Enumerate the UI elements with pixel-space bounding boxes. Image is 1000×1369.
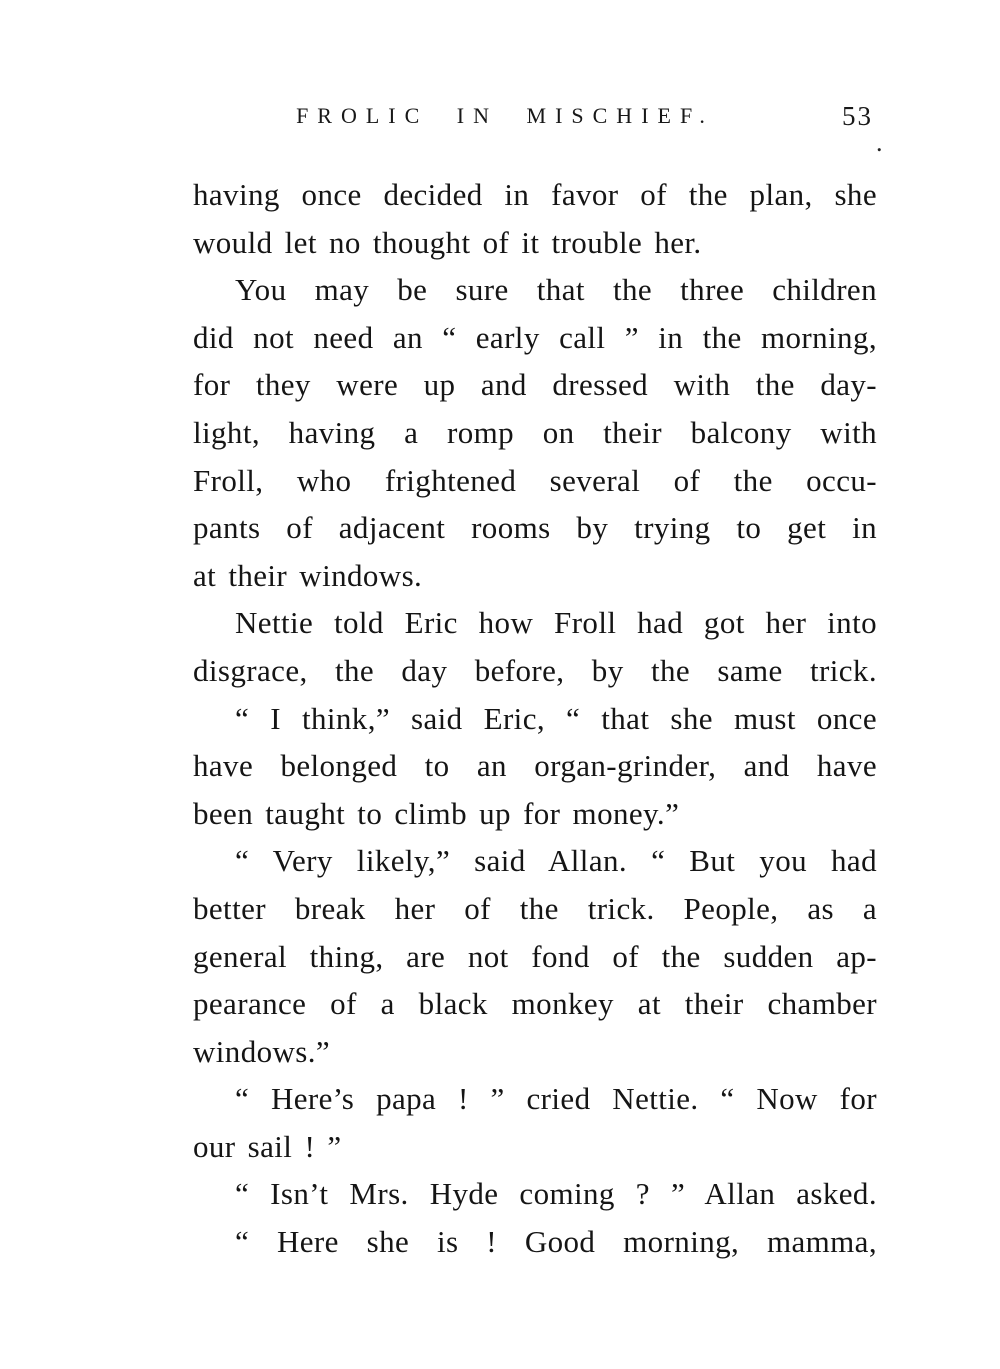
text-line: been taught to climb up for money.” bbox=[193, 795, 680, 831]
stray-ink-mark: . bbox=[876, 128, 883, 157]
text-line: having once decided in favor of the plan, she bbox=[193, 177, 877, 212]
text-line: for they were up and dressed with the day- bbox=[193, 367, 877, 403]
text-line: disgrace, the day before, by the same trick. bbox=[193, 652, 877, 688]
text-line: “ Here she is ! Good morning, mamma, bbox=[235, 1224, 877, 1260]
text-line: at their windows. bbox=[193, 557, 423, 593]
text-line: “ Isn’t Mrs. Hyde coming ? ” Allan asked. bbox=[235, 1176, 877, 1212]
text-line: our sail ! ” bbox=[193, 1128, 342, 1164]
text-line: You may be sure that the three children bbox=[235, 272, 877, 308]
running-head-title: FROLIC IN MISCHIEF. bbox=[296, 103, 714, 128]
text-line: “ Here’s papa ! ” cried Nettie. “ Now for bbox=[235, 1081, 877, 1117]
text-line: have belonged to an organ-grinder, and have bbox=[193, 748, 877, 784]
running-header bbox=[193, 101, 877, 135]
text-line: “ Very likely,” said Allan. “ But you had bbox=[235, 843, 877, 879]
text-line: Nettie told Eric how Froll had got her into bbox=[235, 605, 877, 641]
text-line: “ I think,” said Eric, “ that she must once bbox=[235, 700, 877, 736]
text-line: better break her of the trick. People, as a bbox=[193, 890, 877, 926]
text-body bbox=[193, 171, 877, 1266]
text-line: general thing, are not fond of the sudden ap- bbox=[193, 938, 877, 974]
text-line: Froll, who frightened several of the occu- bbox=[193, 462, 877, 498]
page-number: 53 bbox=[842, 101, 873, 131]
text-line: pants of adjacent rooms by trying to get in bbox=[193, 510, 877, 546]
text-line: light, having a romp on their balcony with bbox=[193, 414, 877, 450]
text-line: would let no thought of it trouble her. bbox=[193, 224, 702, 260]
text-line: did not need an “ early call ” in the morning, bbox=[193, 319, 877, 355]
text-line: windows.” bbox=[193, 1033, 331, 1069]
text-line: pearance of a black monkey at their chamber bbox=[193, 986, 877, 1022]
